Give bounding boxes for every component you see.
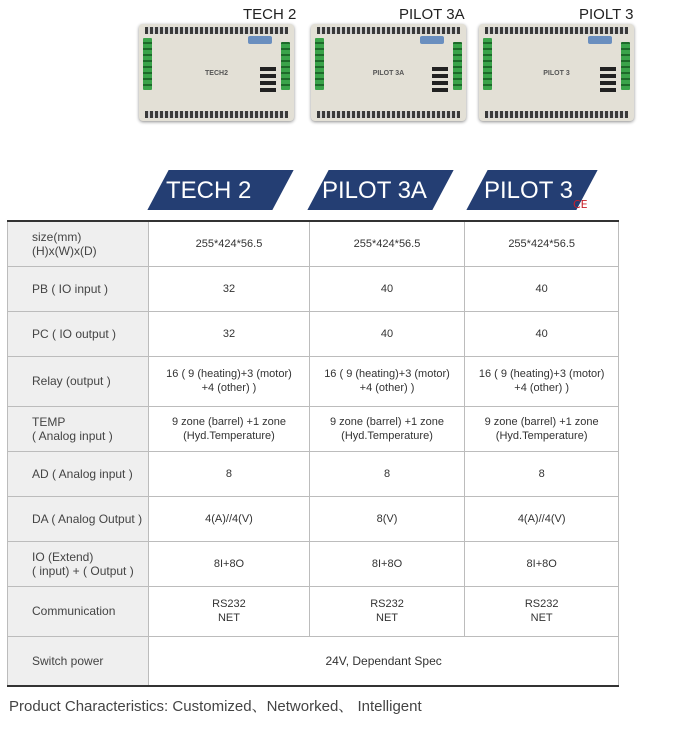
product-title: TECH 2 xyxy=(243,6,297,23)
spec-value-line: (Hyd.Temperature) xyxy=(341,429,433,442)
board-image xyxy=(479,24,634,121)
table-row xyxy=(8,311,619,356)
row-label-line: ( input) + ( Output ) xyxy=(32,563,134,578)
spec-value xyxy=(149,496,309,541)
spec-value-line: 9 zone (barrel) +1 zone xyxy=(171,415,286,428)
row-label-line: TEMP xyxy=(32,414,66,429)
spec-value-line: NET xyxy=(217,612,240,624)
table-row xyxy=(8,266,619,311)
row-label xyxy=(8,496,149,541)
ce-mark: CE xyxy=(573,198,588,211)
spec-value-line: (Hyd.Temperature) xyxy=(495,429,588,442)
spec-value-line: RS232 xyxy=(370,598,404,610)
spec-value xyxy=(149,221,309,266)
spec-value xyxy=(149,406,309,451)
spec-value-line: 4(A)//4(V) xyxy=(205,512,253,525)
spec-value-line: RS232 xyxy=(524,598,559,610)
spec-value xyxy=(465,586,619,636)
row-label-line: Communication xyxy=(32,604,116,618)
spec-value-line: 16 ( 9 (heating)+3 (motor) xyxy=(324,368,450,380)
spec-value-line: 40 xyxy=(535,282,548,295)
spec-value-line: NET xyxy=(376,612,399,624)
spec-value xyxy=(465,406,619,451)
spec-value xyxy=(149,356,309,406)
table-row xyxy=(8,356,619,406)
product-title: PILOT 3A xyxy=(399,6,465,23)
spec-value xyxy=(465,451,619,496)
spec-value-line: 8I+8O xyxy=(526,557,557,570)
spec-value-line: 9 zone (barrel) +1 zone xyxy=(484,415,599,428)
row-label-line: (H)x(W)x(D) xyxy=(32,243,97,258)
spec-value xyxy=(309,356,465,406)
spec-value xyxy=(149,541,309,586)
spec-value-line: 255*424*56.5 xyxy=(195,237,263,250)
row-label-line: PB ( IO input ) xyxy=(32,281,109,296)
row-label-line: size(mm) xyxy=(32,229,82,244)
spec-value xyxy=(309,406,465,451)
product-title: PIOLT 3 xyxy=(579,6,634,23)
spec-value-line: 32 xyxy=(222,282,236,295)
spec-value xyxy=(149,311,309,356)
table-row xyxy=(8,586,619,636)
spec-value xyxy=(149,451,309,496)
board-image xyxy=(139,24,294,121)
spec-value-line: 4(A)//4(V) xyxy=(517,512,566,525)
row-label-line: Relay (output ) xyxy=(32,374,111,388)
spec-value-line: 8 xyxy=(538,467,545,480)
spec-value-line: 40 xyxy=(380,327,394,340)
spec-value-line: +4 (other) ) xyxy=(514,382,570,394)
spec-value-line: 8I+8O xyxy=(371,557,403,570)
table-row xyxy=(8,221,619,266)
row-label xyxy=(8,541,149,586)
board-label: TECH2 xyxy=(205,70,228,77)
row-label xyxy=(8,311,149,356)
table-row xyxy=(8,541,619,586)
spec-value xyxy=(309,221,465,266)
spec-value xyxy=(465,356,619,406)
row-label xyxy=(8,586,149,636)
row-label-line: DA ( Analog Output ) xyxy=(32,511,143,526)
spec-value-line: RS232 xyxy=(212,598,246,610)
row-label xyxy=(8,266,149,311)
spec-value-line: 32 xyxy=(222,327,236,340)
row-label-line: ( Analog input ) xyxy=(32,428,113,443)
table-row-switch-power xyxy=(8,636,619,686)
row-label xyxy=(8,451,149,496)
spec-value xyxy=(465,221,619,266)
spec-value-line: 8 xyxy=(383,467,391,480)
spec-value xyxy=(309,266,465,311)
row-label xyxy=(8,356,149,406)
spec-value xyxy=(465,496,619,541)
spec-value-line: NET xyxy=(530,612,553,624)
spec-value xyxy=(309,586,465,636)
row-label: Switch power xyxy=(8,636,149,686)
spec-value-line: 8I+8O xyxy=(213,557,245,570)
spec-value xyxy=(309,311,465,356)
row-label-line: IO (Extend) xyxy=(32,549,94,564)
spec-value-line: 255*424*56.5 xyxy=(353,237,421,250)
spec-value-line: 9 zone (barrel) +1 zone xyxy=(329,415,445,428)
table-row xyxy=(8,496,619,541)
product-characteristics: Product Characteristics: Customized、Networked、 Intelligent xyxy=(9,698,422,715)
switch-power-value: 24V, Dependant Spec xyxy=(149,636,619,686)
spec-value-line: +4 (other) ) xyxy=(201,382,257,394)
spec-value xyxy=(309,496,465,541)
spec-table-body xyxy=(8,221,619,636)
spec-value xyxy=(465,541,619,586)
board-image xyxy=(311,24,466,121)
spec-table xyxy=(7,220,619,687)
board-label: PILOT 3 xyxy=(543,70,570,77)
model-header-pilot3a: PILOT 3A xyxy=(322,177,427,204)
spec-value xyxy=(149,266,309,311)
board-label: PILOT 3A xyxy=(372,70,405,77)
spec-value xyxy=(309,451,465,496)
table-row xyxy=(8,406,619,451)
model-header-tech2: TECH 2 xyxy=(166,177,252,204)
spec-value xyxy=(149,586,309,636)
spec-value-line: (Hyd.Temperature) xyxy=(183,429,275,442)
spec-value-line: 40 xyxy=(535,327,548,340)
spec-value-line: 16 ( 9 (heating)+3 (motor) xyxy=(166,368,292,380)
row-label xyxy=(8,221,149,266)
model-header-pilot3: PILOT 3 xyxy=(484,177,573,204)
spec-value xyxy=(309,541,465,586)
row-label-line: AD ( Analog input ) xyxy=(32,466,133,481)
spec-value-line: 8 xyxy=(225,467,233,480)
spec-value xyxy=(465,266,619,311)
spec-value-line: 255*424*56.5 xyxy=(508,237,575,250)
spec-value-line: +4 (other) ) xyxy=(359,382,415,394)
spec-value-line: 40 xyxy=(380,282,394,295)
spec-value-line: 16 ( 9 (heating)+3 (motor) xyxy=(478,368,605,380)
row-label xyxy=(8,406,149,451)
row-label-line: PC ( IO output ) xyxy=(32,326,117,341)
table-row xyxy=(8,451,619,496)
spec-value xyxy=(465,311,619,356)
spec-value-line: 8(V) xyxy=(376,512,398,525)
